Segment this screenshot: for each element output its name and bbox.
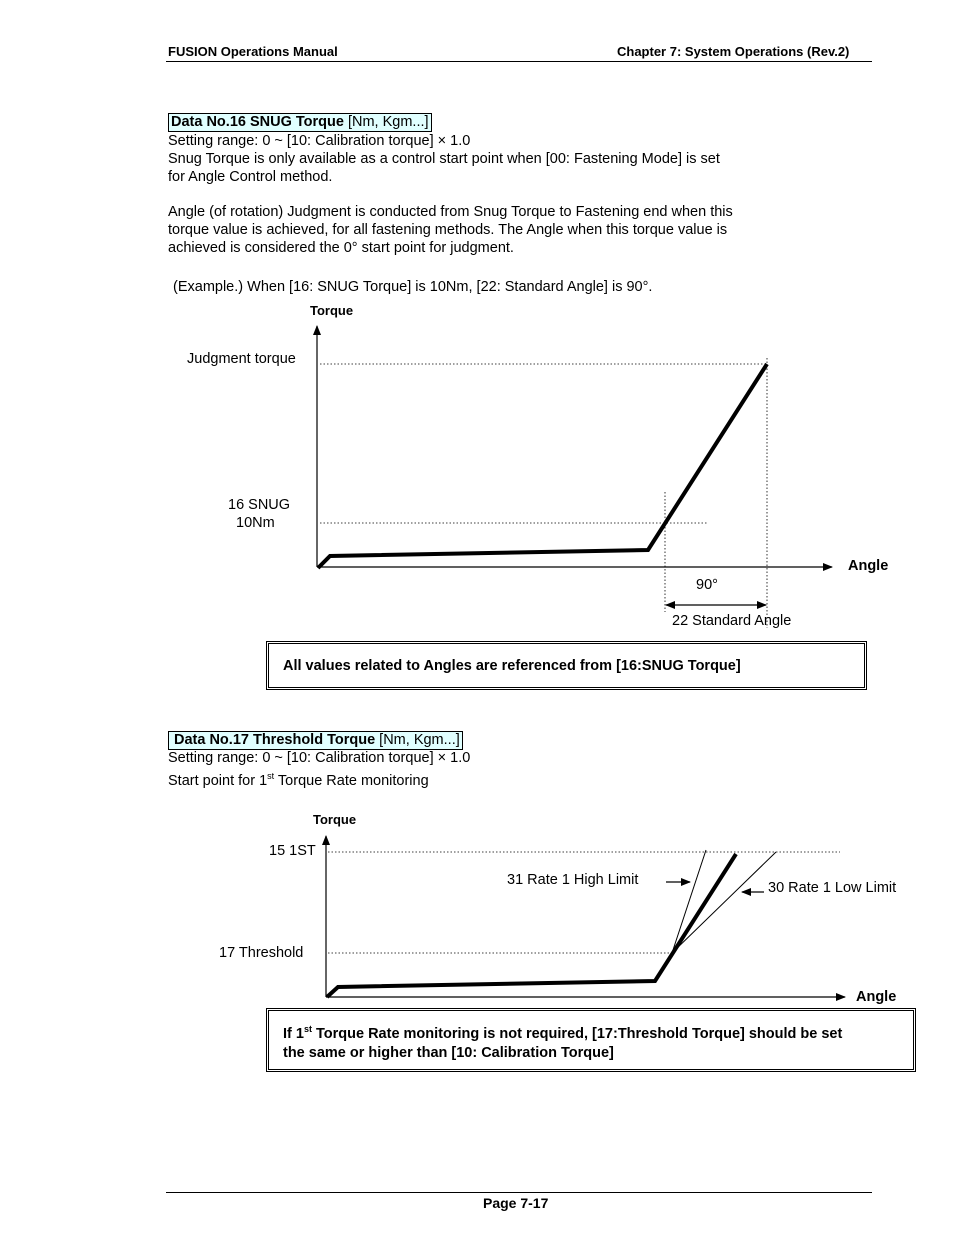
diagram2-first-label: 15 1ST	[269, 843, 316, 859]
section17-title-units: [Nm, Kgm...]	[375, 732, 460, 748]
section16-note-text: All values related to Angles are referenced from [16:SNUG Torque]	[283, 658, 741, 674]
diagram1-standard-angle-label: 22 Standard Angle	[672, 613, 792, 629]
section16-line: for Angle Control method.	[168, 169, 333, 185]
section17-line2-pre: Start point for 1	[168, 772, 268, 789]
diagram2	[326, 836, 845, 997]
section17-title-bold: Data No.17 Threshold Torque	[174, 732, 376, 748]
header-left: FUSION Operations Manual	[168, 44, 338, 59]
section16-para2-line: torque value is achieved, for all fastening methods. The Angle when this torque value is	[168, 222, 728, 238]
section16-para2-line: achieved is considered the 0° start point for judgment.	[168, 240, 514, 256]
footer-rule	[166, 1192, 872, 1193]
diagram1-y-axis-label: Torque	[310, 303, 354, 318]
diagram2-high-limit-line	[672, 850, 706, 953]
diagram2-high-limit-label: 31 Rate 1 High Limit	[507, 872, 639, 888]
section16-para2-line: Angle (of rotation) Judgment is conducted from Snug Torque to Fastening end when this	[168, 204, 733, 220]
diagram1-x-axis-label: Angle	[848, 558, 889, 574]
section17-note-line2: the same or higher than [10: Calibration Torque]	[283, 1044, 614, 1061]
section17-note-pre: If 1	[283, 1025, 304, 1042]
diagram2-torque-curve	[327, 854, 736, 997]
section16-line: Snug Torque is only available as a control start point when [00: Fastening Mode] is set	[168, 151, 720, 167]
footer-page-number: Page 7-17	[483, 1195, 549, 1211]
section17-note-sup: st	[303, 1024, 312, 1034]
section16-line: Setting range: 0 ~ [10: Calibration torque] × 1.0	[168, 133, 471, 149]
diagram1-snug-value: 10Nm	[236, 515, 275, 531]
header-right: Chapter 7: System Operations (Rev.2)	[617, 44, 850, 59]
section17-note-post: Torque Rate monitoring is not required, [17:Threshold Torque] should be set	[311, 1025, 843, 1042]
section17-line2-post: Torque Rate monitoring	[274, 772, 429, 789]
section17-line1: Setting range: 0 ~ [10: Calibration torque] × 1.0	[168, 750, 471, 766]
diagram2-threshold-label: 17 Threshold	[219, 945, 304, 961]
diagram1	[317, 326, 832, 628]
diagram2-low-limit-label: 30 Rate 1 Low Limit	[768, 880, 897, 896]
diagram1-judgment-label: Judgment torque	[187, 351, 296, 367]
diagram1-snug-label: 16 SNUG	[228, 497, 291, 513]
section17-line2-sup: st	[267, 771, 275, 781]
section16-title-units: [Nm, Kgm...]	[343, 114, 429, 130]
diagram2-x-axis-label: Angle	[856, 989, 897, 1005]
section16-example: (Example.) When [16: SNUG Torque] is 10Nm, [22: Standard Angle] is 90°.	[173, 279, 653, 295]
diagram2-y-axis-label: Torque	[313, 812, 357, 827]
diagram1-angle-value: 90°	[696, 577, 718, 593]
diagram2-low-limit-line	[672, 852, 776, 953]
diagram1-torque-curve	[318, 364, 767, 568]
section16-title-bold: Data No.16 SNUG Torque	[171, 114, 344, 130]
